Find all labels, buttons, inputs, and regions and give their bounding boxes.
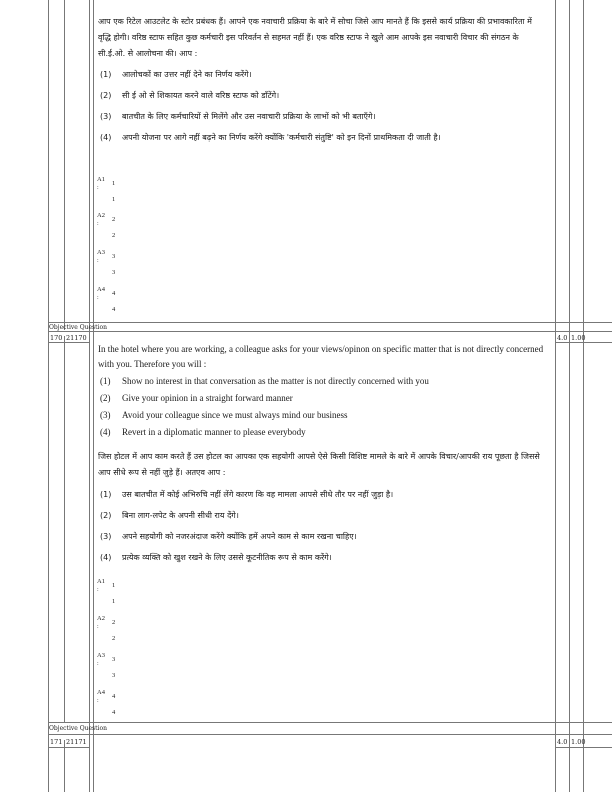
option-text: अपनी योजना पर आगे नहीं बढ़ने का निर्णय करेंगे क्योंकि 'कर्मचारी संतुष्टि' को इन दिनों प्राथमिकता दी जाती है। (122, 133, 441, 142)
option-3-hindi (98, 529, 546, 545)
option-text: प्रत्येक व्यक्ति को खुश रखने के लिए उससे कूटनीतिक रूप से काम करेंगे। (122, 553, 332, 562)
option-2 (98, 88, 546, 104)
answer-value: 4 (112, 709, 116, 716)
row-divider (48, 331, 612, 332)
marks: 4.0 (557, 334, 568, 342)
option-number: (2) (100, 91, 112, 100)
answer-label: A4 (97, 286, 105, 293)
row-divider (555, 747, 612, 748)
option-number: (2) (100, 511, 112, 520)
answer-value: 1 (112, 196, 116, 203)
answer-label: A1 (97, 578, 105, 585)
answer-colon: : (97, 295, 99, 301)
answer-value: 4 (112, 693, 116, 700)
answer-value: 3 (112, 253, 116, 260)
table-border (48, 0, 49, 792)
row-divider (48, 342, 90, 343)
option-text: Give your opinion in a straight forward manner (122, 393, 293, 403)
option-number: (3) (100, 112, 112, 121)
answer-colon: : (97, 661, 99, 667)
option-text: Revert in a diplomatic manner to please everybody (122, 427, 306, 437)
option-2-english (98, 391, 546, 406)
answer-value: 4 (112, 290, 116, 297)
table-border (89, 0, 90, 792)
answer-value: 4 (112, 306, 116, 313)
table-border (93, 0, 94, 792)
option-1-hindi (98, 487, 546, 503)
table-border (583, 0, 584, 792)
answer-value: 1 (112, 180, 116, 187)
question-id: 21170 (66, 334, 87, 342)
table-border (555, 0, 556, 792)
option-1 (98, 67, 546, 83)
negative-marks: 1.00 (571, 334, 586, 342)
section-label: Objective Question (49, 725, 107, 732)
question-stem-hindi: जिस होटल में आप काम करते हैं उस होटल का आपका एक सहयोगी आपसे ऐसे किसी विशिष्ट मामले के बारे में आपके विचार/आपकी राय पूछता है जिससे आप सीधे रूप से नहीं जुड़े हैं। अतएव आप : (98, 452, 540, 477)
question-stem-english: In the hotel where you are working, a colleague asks for your views/opinon on specific matter that is not directly concerned with you. Therefore you will : (98, 344, 544, 369)
answer-value: 3 (112, 269, 116, 276)
option-number: (4) (100, 133, 112, 142)
option-number: (4) (100, 553, 112, 562)
answer-label: A1 (97, 176, 105, 183)
answer-value: 3 (112, 672, 116, 679)
row-divider (48, 722, 612, 723)
answer-colon: : (97, 221, 99, 227)
option-4 (98, 130, 546, 146)
answer-value: 2 (112, 232, 116, 239)
option-text: Show no interest in that conversation as the matter is not directly concerned with you (122, 376, 429, 386)
section-label: Objective Question (49, 324, 107, 331)
option-text: सी ई ओ से शिकायत करने वाले वरिष्ठ स्टाफ को डाँटेंगे। (122, 91, 280, 100)
answer-colon: : (97, 258, 99, 264)
answer-value: 1 (112, 598, 116, 605)
table-border (64, 336, 65, 722)
table-border (64, 0, 65, 330)
option-text: Avoid your colleague since we must always mind our business (122, 410, 348, 420)
option-text: आलोचकों का उत्तर नहीं देने का निर्णय करेंगे। (122, 70, 252, 79)
question-id: 21171 (66, 738, 87, 746)
row-divider (48, 747, 90, 748)
option-text: बिना लाग-लपेट के अपनी सीधी राय देंगे। (122, 511, 239, 520)
option-number: (4) (100, 427, 111, 437)
question-170-block (98, 342, 546, 566)
option-4-hindi (98, 550, 546, 566)
answer-colon: : (97, 624, 99, 630)
answer-colon: : (97, 587, 99, 593)
row-divider (555, 342, 612, 343)
answer-label: A2 (97, 212, 105, 219)
marks: 4.0 (557, 738, 568, 746)
answer-colon: : (97, 185, 99, 191)
answer-label: A3 (97, 249, 105, 256)
answer-value: 2 (112, 619, 116, 626)
option-text: बातचीत के लिए कर्मचारियों से मिलेंगे और उस नवाचारी प्रक्रिया के लाभों को भी बताएँगे। (122, 112, 376, 121)
option-number: (3) (100, 532, 112, 541)
question-169-block (98, 14, 546, 146)
answer-value: 2 (112, 216, 116, 223)
option-4-english (98, 425, 546, 440)
serial-number: 170 (50, 334, 63, 342)
question-stem: आप एक रिटेल आउटलेट के स्टोर प्रबंधक हैं। आपने एक नवाचारी प्रक्रिया के बारे में सोचा जिसे आप मानते हैं कि इससे कार्य प्रक्रिया की प्रभावकारिता में वृद्धि होगी। वरिष्ठ स्टाफ सहित कुछ कर्मचारी इस परिवर्तन से सहमत नहीं हैं। एक वरिष्ठ स्टाफ ने खुले आम आपके इस नवाचारी विचार की संगठन के सी.ई.ओ. से आलोचना की। आप : (98, 17, 532, 58)
row-divider (48, 322, 612, 323)
answer-value: 1 (112, 582, 116, 589)
option-3 (98, 109, 546, 125)
option-number: (1) (100, 490, 112, 499)
answer-colon: : (97, 698, 99, 704)
option-2-hindi (98, 508, 546, 524)
answer-label: A3 (97, 652, 105, 659)
serial-number: 171 (50, 738, 63, 746)
answer-value: 3 (112, 656, 116, 663)
table-border (569, 0, 570, 792)
answer-value: 2 (112, 635, 116, 642)
option-number: (2) (100, 393, 111, 403)
option-number: (1) (100, 70, 112, 79)
option-text: उस बातचीत में कोई अभिरुचि नहीं लेंगे कारण कि वह मामला आपसे सीधे तौर पर नहीं जुड़ा है। (122, 490, 394, 499)
negative-marks: 1.00 (571, 738, 586, 746)
option-text: अपने सहयोगी को नजरअंदाज करेंगे क्योंकि हमें अपने काम से काम रखना चाहिए। (122, 532, 357, 541)
option-number: (1) (100, 376, 111, 386)
answer-label: A2 (97, 615, 105, 622)
option-number: (3) (100, 410, 111, 420)
option-1-english (98, 374, 546, 389)
option-3-english (98, 408, 546, 423)
answer-label: A4 (97, 689, 105, 696)
row-divider (48, 734, 612, 735)
